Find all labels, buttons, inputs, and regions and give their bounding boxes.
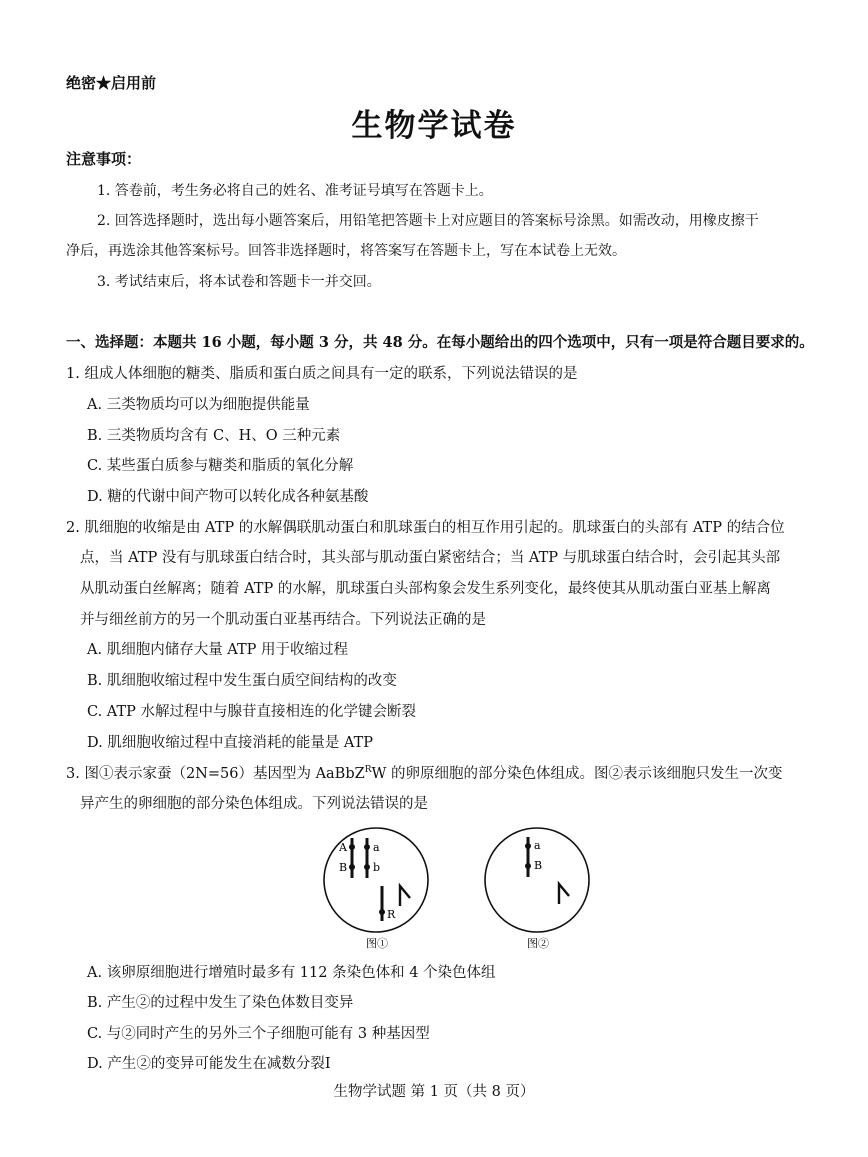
fig1-label-a: a (373, 841, 380, 854)
note-2-line-2: 净后，再选涂其他答案标号。回答非选择题时，将答案写在答题卡上，写在本试卷上无效。 (66, 243, 626, 259)
figure-1-cell-diagram (318, 826, 438, 952)
q1-option-d: D. 糖的代谢中间产物可以转化成各种氨基酸 (87, 489, 369, 505)
fig2-label-a: a (534, 839, 541, 852)
note-1: 1. 答卷前，考生务必将自己的姓名、准考证号填写在答题卡上。 (97, 183, 493, 199)
q2-option-a: A. 肌细胞内储存大量 ATP 用于收缩过程 (87, 642, 349, 658)
fig2-locus-a (525, 843, 531, 849)
q2-stem-line-3: 从肌动蛋白丝解离；随着 ATP 的水解，肌球蛋白头部构象会发生系列变化，最终使其从肌动蛋白亚基上解离 (80, 581, 771, 597)
fig2-W-chromosome (559, 884, 569, 904)
page-title: 生物学试卷 (351, 108, 517, 144)
q1-option-c: C. 某些蛋白质参与糖类和脂质的氧化分解 (87, 458, 354, 474)
section-heading: 一、选择题：本题共 16 小题，每小题 3 分，共 48 分。在每小题给出的四个选项中，只有一项是符合题目要求的。 (66, 334, 814, 351)
q3-stem-superscript: R (364, 765, 372, 775)
fig2-caption: 图② (527, 937, 549, 950)
fig1-caption: 图① (366, 937, 388, 950)
page-footer: 生物学试题 第 1 页（共 8 页） (333, 1084, 535, 1100)
fig2-locus-B (525, 863, 531, 869)
fig1-locus-A (349, 844, 355, 850)
q3-stem-line-1 (66, 762, 783, 783)
q3-stem-text-pre: 3. 图①表示家蚕（2N=56）基因型为 AaBbZ (66, 766, 365, 782)
q3-stem-text-post: W 的卵原细胞的部分染色体组成。图②表示该细胞只发生一次变 (371, 766, 783, 782)
figure-2-cell-diagram (478, 820, 598, 952)
q3-stem-line-2: 异产生的卵细胞的部分染色体组成。下列说法错误的是 (80, 796, 428, 812)
q3-option-b: B. 产生②的过程中发生了染色体数目变异 (87, 995, 354, 1011)
q1-stem: 1. 组成人体细胞的糖类、脂质和蛋白质之间具有一定的联系，下列说法错误的是 (66, 366, 578, 382)
q3-option-c: C. 与②同时产生的另外三个子细胞可能有 3 种基因型 (87, 1026, 430, 1042)
fig1-label-B: B (339, 861, 348, 874)
fig1-label-R: R (387, 908, 396, 921)
q2-option-c: C. ATP 水解过程中与腺苷直接相连的化学键会断裂 (87, 704, 417, 720)
note-2-line-1: 2. 回答选择题时，选出每小题答案后，用铅笔把答题卡上对应题目的答案标号涂黑。如需改动，用橡皮擦干 (97, 213, 759, 229)
notes-heading: 注意事项： (66, 150, 142, 168)
q1-option-b: B. 三类物质均含有 C、H、O 三种元素 (87, 428, 341, 444)
fig1-locus-B (349, 864, 355, 870)
q3-option-a: A. 该卵原细胞进行增殖时最多有 112 条染色体和 4 个染色体组 (87, 965, 496, 981)
note-3: 3. 考试结束后，将本试卷和答题卡一并交回。 (97, 274, 381, 290)
fig2-label-B: B (534, 859, 543, 872)
q2-stem-line-4: 并与细丝前方的另一个肌动蛋白亚基再结合。下列说法正确的是 (80, 612, 486, 628)
fig1-label-b: b (373, 861, 381, 874)
q1-option-a: A. 三类物质均可以为细胞提供能量 (87, 397, 310, 413)
confidential-label: 绝密★启用前 (66, 74, 157, 92)
q2-stem-line-1: 2. 肌细胞的收缩是由 ATP 的水解偶联肌动蛋白和肌球蛋白的相互作用引起的。肌球蛋白的头部有 ATP 的结合位 (66, 520, 785, 536)
fig1-W-chromosome (400, 886, 410, 906)
q2-stem-line-2: 点，当 ATP 没有与肌球蛋白结合时，其头部与肌动蛋白紧密结合；当 ATP 与肌球蛋白结合时，会引起其头部 (80, 550, 781, 566)
q2-option-b: B. 肌细胞收缩过程中发生蛋白质空间结构的改变 (87, 673, 397, 689)
fig1-locus-b (364, 864, 370, 870)
q2-option-d: D. 肌细胞收缩过程中直接消耗的能量是 ATP (87, 735, 374, 751)
fig1-label-A: A (339, 841, 347, 854)
q3-option-d: D. 产生②的变异可能发生在减数分裂Ⅰ (87, 1056, 331, 1072)
fig1-locus-a (364, 844, 370, 850)
fig1-locus-R (379, 909, 385, 915)
